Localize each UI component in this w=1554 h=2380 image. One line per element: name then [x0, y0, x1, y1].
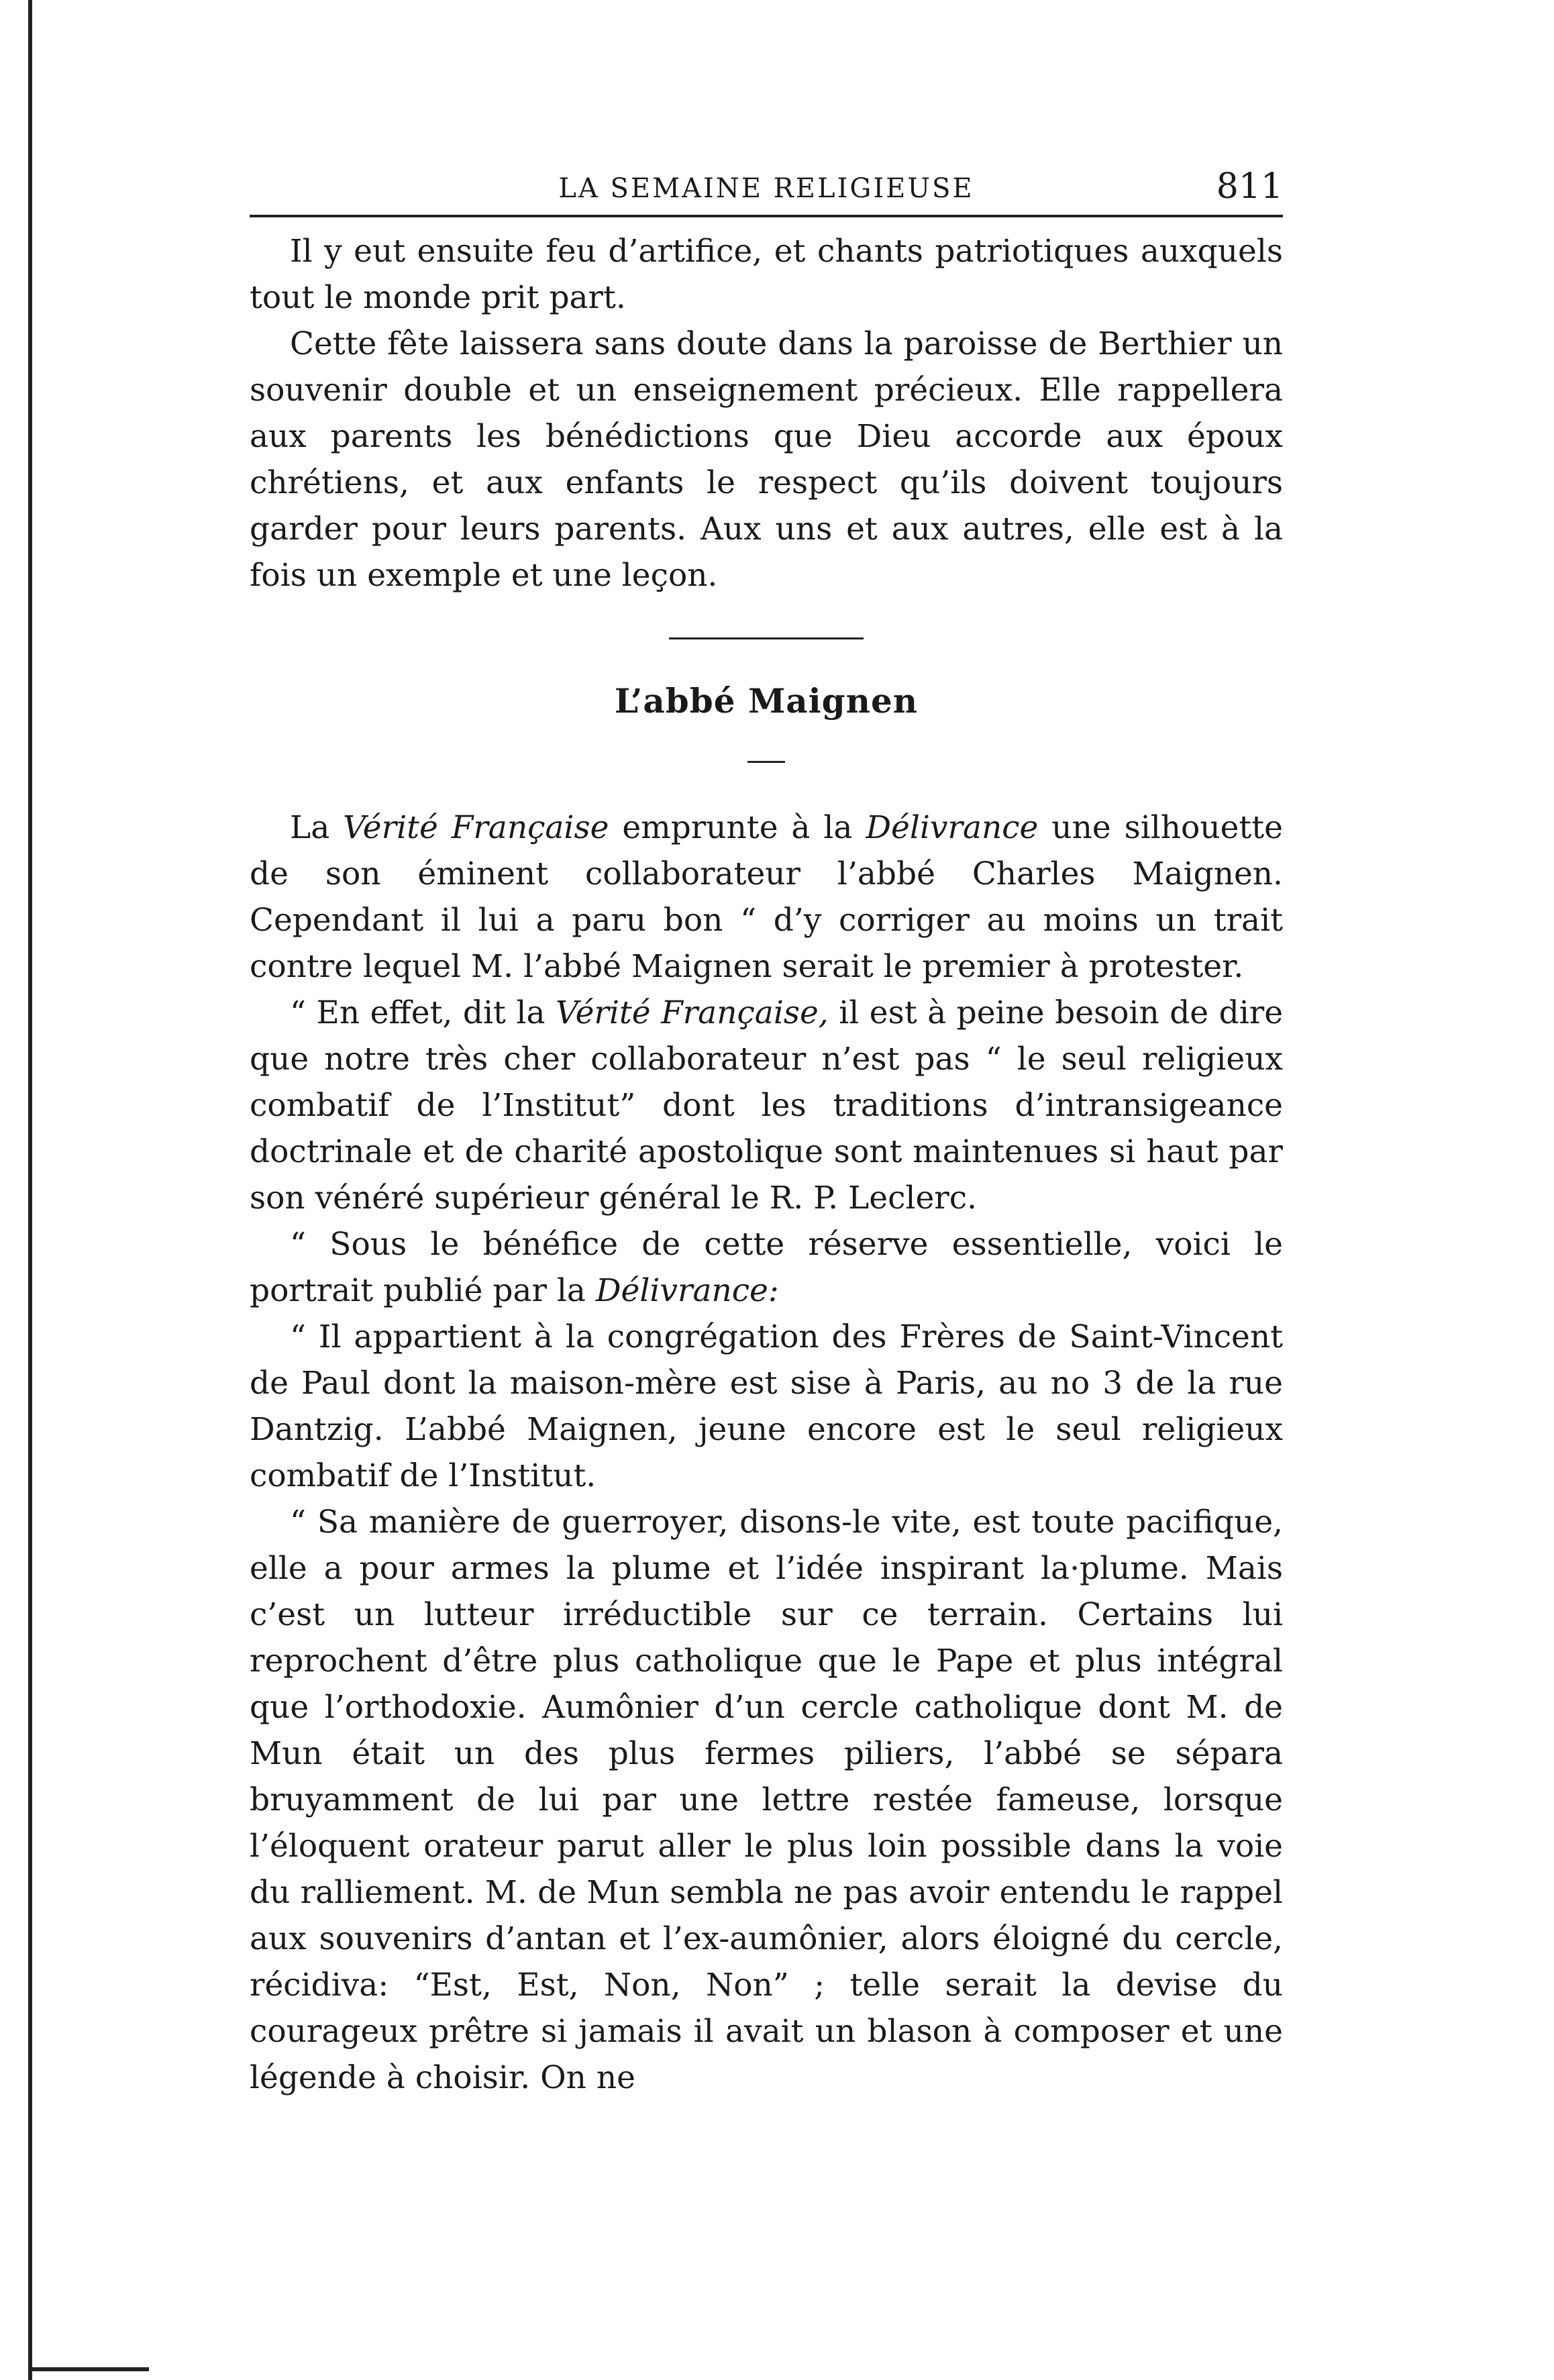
italic-title-run: Vérité Française,: [555, 994, 829, 1031]
page-binding-foot: [28, 2367, 149, 2371]
section-separator: [669, 637, 864, 639]
text-run: une silhouette de son éminent collaborateur l’abbé Charles Maignen. Cependant il lui a paru bon “ d’y corriger au moins un trait contre lequel M. l’abbé Maignen serait le premier à protester.: [250, 809, 1283, 985]
page-content: [250, 168, 1283, 2101]
running-title: LA SEMAINE RELIGIEUSE: [558, 173, 974, 204]
text-run: “ En effet, dit la: [290, 994, 556, 1031]
page-number: 811: [1216, 166, 1283, 207]
article-paragraph-3: [250, 1221, 1283, 1314]
text-run: emprunte à la: [609, 809, 866, 846]
article-paragraph-1: [250, 805, 1283, 990]
italic-title-run: Vérité Française: [343, 809, 609, 846]
article-paragraph-2: [250, 990, 1283, 1221]
text-run: “ Sous le bénéfice de cette réserve essentielle, voici le portrait publié par la: [250, 1226, 1283, 1309]
page-binding-edge: [28, 0, 32, 2380]
text-run: La: [290, 809, 344, 846]
article-paragraph-4: “ Il appartient à la congrégation des Frères de Saint-Vincent de Paul dont la maison-mère est sise à Paris, au no 3 de la rue Dantzig. L’abbé Maignen, jeune encore est le seul religieux combatif de l’Institut.: [250, 1318, 1283, 1494]
running-header: [250, 168, 1283, 217]
italic-title-run: Délivrance:: [595, 1272, 779, 1309]
intro-paragraph-2: Cette fête laissera sans doute dans la paroisse de Berthier un souvenir double et un enseignement précieux. Elle rappellera aux parents les bénédictions que Dieu accorde aux époux chrétiens, et aux enfants le respect qu’ils doivent toujours garder pour leurs parents. Aux uns et aux autres, elle est à la fois un exemple et une leçon.: [250, 325, 1283, 594]
article-paragraph-5: “ Sa manière de guerroyer, disons-le vite, est toute pacifique, elle a pour armes la plume et l’idée inspirant la·plume. Mais c’est un lutteur irréductible sur ce terrain. Certains lui reprochent d’être plus catholique que le Pape et plus intégral que l’orthodoxie. Aumônier d’un cercle catholique dont M. de Mun était un des plus fermes piliers, l’abbé se sépara bruyamment de lui par une lettre restée fameuse, lorsque l’éloquent orateur parut aller le plus loin possible dans la voie du ralliement. M. de Mun sembla ne pas avoir entendu le rappel aux souvenirs d’antan et l’ex-aumônier, alors éloigné du cercle, récidiva: “Est, Est, Non, Non” ; telle serait la devise du courageux prêtre si jamais il avait un blason à composer et une légende à choisir. On ne: [250, 1504, 1283, 2096]
title-dash: [747, 761, 785, 763]
intro-paragraph-1: Il y eut ensuite feu d’artifice, et chants patriotiques auxquels tout le monde prit part.: [250, 233, 1283, 316]
article-title: L’abbé Maignen: [614, 681, 919, 721]
text-run: il est à peine besoin de dire que notre très cher collaborateur n’est pas “ le seul religieux combatif de l’Institut” dont les traditions d’intransigeance doctrinale et de charité apostolique sont maintenues si haut par son vénéré supérieur général le R. P. Leclerc.: [250, 994, 1284, 1217]
italic-title-run: Délivrance: [866, 809, 1039, 846]
